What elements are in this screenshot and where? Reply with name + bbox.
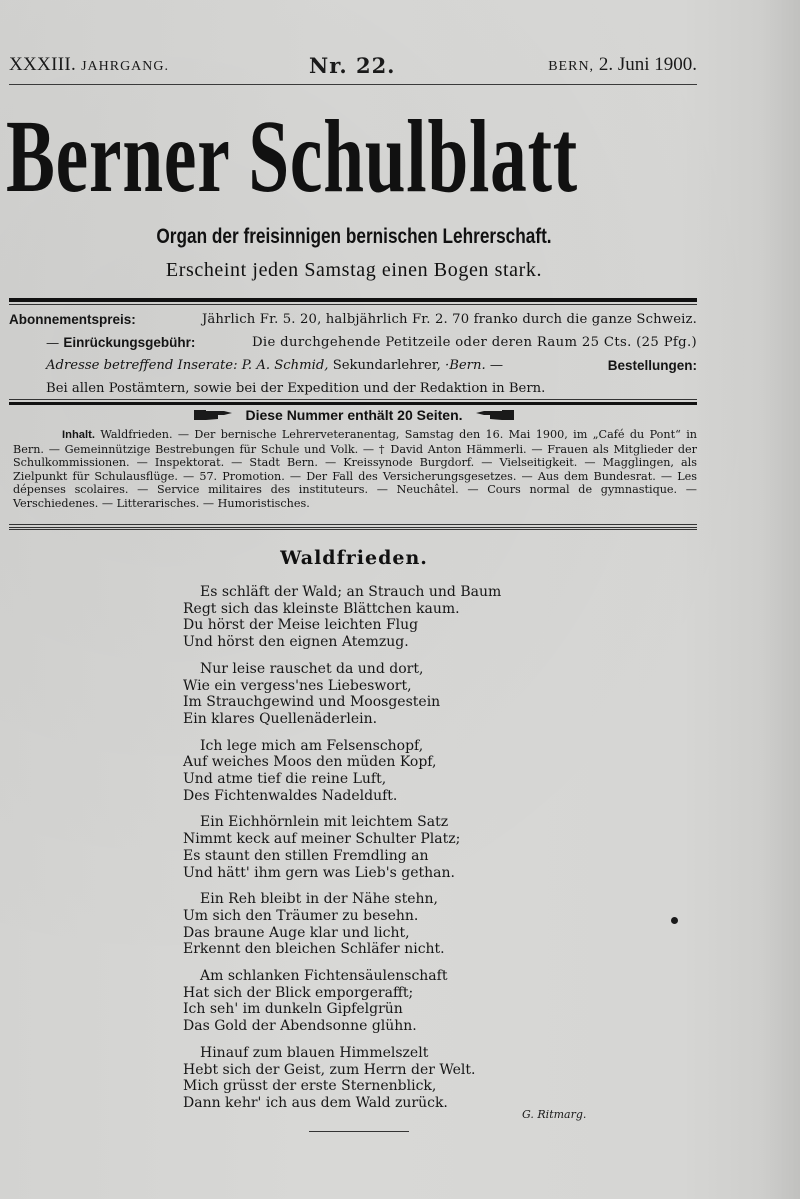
volume-label	[9, 54, 169, 76]
poem-line: Hebt sich der Geist, zum Herrn der Welt.	[183, 1061, 476, 1078]
address-city: ·Bern.	[445, 358, 486, 373]
orders-line	[9, 378, 697, 401]
poem-stanza	[183, 968, 603, 1035]
poem-line: Mich grüsst der erste Sternenblick,	[183, 1078, 437, 1095]
poem-body	[183, 584, 603, 1122]
page-edge-shade	[760, 0, 800, 1199]
poem-line: Dann kehr' ich aus dem Wald zurück.	[183, 1094, 448, 1111]
poem-line: Und hörst den eignen Atemzug.	[183, 634, 409, 651]
insertion-text: Die durchgehende Petitzeile oder deren Raum 25 Cts. (25 Pfg.)	[252, 334, 697, 350]
poem-line: Hinauf zum blauen Himmelszelt	[200, 1044, 429, 1061]
poem-line: Wie ein vergess'nes Liebeswort,	[183, 677, 412, 694]
address-text: Sekundarlehrer,	[332, 358, 441, 373]
volume-roman: XXXIII.	[9, 54, 76, 75]
contents-bottom-rule	[9, 524, 697, 530]
poem-stanza	[183, 1045, 603, 1112]
issue-place: BERN,	[548, 59, 595, 74]
newspaper-title: Berner Schulblatt	[6, 99, 579, 215]
poem-line: Erkennt den bleichen Schläfer nicht.	[183, 941, 445, 958]
issue-date	[548, 54, 697, 76]
notice-top-rule	[9, 399, 697, 405]
masthead-top-line	[9, 54, 697, 80]
poem-line: Ich lege mich am Felsenschopf,	[200, 737, 424, 754]
dash: —	[46, 335, 60, 351]
contents-text: Waldfrieden. — Der bernische Lehrerveteranentag, Samstag den 16. Mai 1900, im „Café du Pont“ in Bern. — Gemeinnützige Bestrebungen für Schule und Volk. — † David Anton Hämmerli. — Frauen als Mitglieder der Schulkommissionen. — Inspektorat. — Stadt Bern. — Kreissynode Burgdorf. — Vielseitigkeit. — Magglingen, als Zielpunkt für Schulausflüge. — 57. Promotion. — Der Fall des Versicherungsgesetzes. — Aus dem Bundesrat. — Les dépenses scolaires. — Service militaires des instituteurs. — Neuchâtel. — Cours normal de gymnastique. — Verschiedenes. — Litterarisches. — Humoristisches.	[13, 428, 697, 510]
poem-line: Auf weiches Moos den müden Kopf,	[183, 754, 437, 771]
poem-line: Ein klares Quellenäderlein.	[183, 710, 378, 727]
orders-text: Bei allen Postämtern, sowie bei der Expedition und der Redaktion in Bern.	[46, 380, 546, 396]
poem-line: Am schlanken Fichtensäulenschaft	[200, 968, 448, 985]
address-label: Adresse betreffend Inserate:	[46, 358, 238, 373]
poem-stanza	[183, 661, 603, 728]
poem-line: Ein Reh bleibt in der Nähe stehn,	[200, 891, 438, 908]
issue-number: Nr. 22.	[309, 53, 396, 78]
info-top-rule	[9, 298, 697, 305]
poem-line: Du hörst der Meise leichten Flug	[183, 617, 419, 634]
poem-line: Des Fichtenwaldes Nadelduft.	[183, 787, 398, 804]
poem-line: Nur leise rauschet da und dort,	[200, 660, 424, 677]
section-end-rule	[309, 1131, 409, 1132]
notice-text: Diese Nummer enthält 20 Seiten.	[245, 407, 463, 424]
issue-date-value: 2. Juni 1900.	[598, 54, 697, 75]
poem-stanza	[183, 891, 603, 958]
pointing-hand-right-icon	[194, 408, 234, 422]
table-of-contents	[13, 428, 697, 510]
poem-line: Im Strauchgewind und Moosgestein	[183, 694, 441, 711]
poem-line: Das braune Auge klar und licht,	[183, 924, 410, 941]
poem-line: Hat sich der Blick emporgerafft;	[183, 984, 414, 1001]
subscription-line	[9, 309, 697, 332]
publication-frequency: Erscheint jeden Samstag einen Bogen stark.	[165, 259, 543, 281]
poem-line: Und hätt' ihm gern was Lieb's gethan.	[183, 864, 455, 881]
poem-stanza	[183, 814, 603, 881]
poem-line: Ein Eichhörnlein mit leichtem Satz	[200, 814, 449, 831]
poem-stanza	[183, 584, 603, 651]
volume-word: JAHRGANG.	[81, 59, 170, 74]
newspaper-subtitle: Organ der freisinnigen bernischen Lehrerschaft.	[156, 225, 552, 248]
poem-author: G. Ritmarg.	[522, 1108, 587, 1121]
ink-speck	[671, 917, 678, 924]
masthead-rule	[9, 84, 697, 85]
poem-line: Es staunt den stillen Fremdling an	[183, 847, 429, 864]
poem-stanza	[183, 738, 603, 805]
poem-title: Waldfrieden.	[280, 547, 428, 569]
poem-line: Das Gold der Abendsonne glühn.	[183, 1018, 417, 1035]
pointing-hand-left-icon	[474, 408, 514, 422]
contents-label: Inhalt.	[62, 429, 95, 441]
address-name: P. A. Schmid,	[241, 358, 329, 373]
poem-line: Ich seh' im dunkeln Gipfelgrün	[183, 1001, 403, 1018]
address-line	[9, 355, 697, 378]
poem-line: Um sich den Träumer zu besehn.	[183, 907, 419, 924]
orders-label: Bestellungen:	[607, 358, 697, 373]
poem-line: Es schläft der Wald; an Strauch und Baum	[200, 584, 502, 600]
poem-line: Nimmt keck auf meiner Schulter Platz;	[183, 831, 461, 848]
poem-line: Und atme tief die reine Luft,	[183, 771, 387, 788]
subscription-label: Abonnementspreis:	[9, 312, 136, 327]
page-count-notice	[0, 406, 708, 423]
dash: —	[489, 358, 504, 373]
insertion-label: Einrückungsgebühr:	[63, 334, 196, 350]
poem-line: Regt sich das kleinste Blättchen kaum.	[183, 600, 460, 617]
subscription-info	[9, 309, 697, 400]
subscription-text: Jährlich Fr. 5. 20, halbjährlich Fr. 2. 70 franko durch die ganze Schweiz.	[201, 312, 697, 327]
insertion-fee-line	[9, 332, 697, 356]
